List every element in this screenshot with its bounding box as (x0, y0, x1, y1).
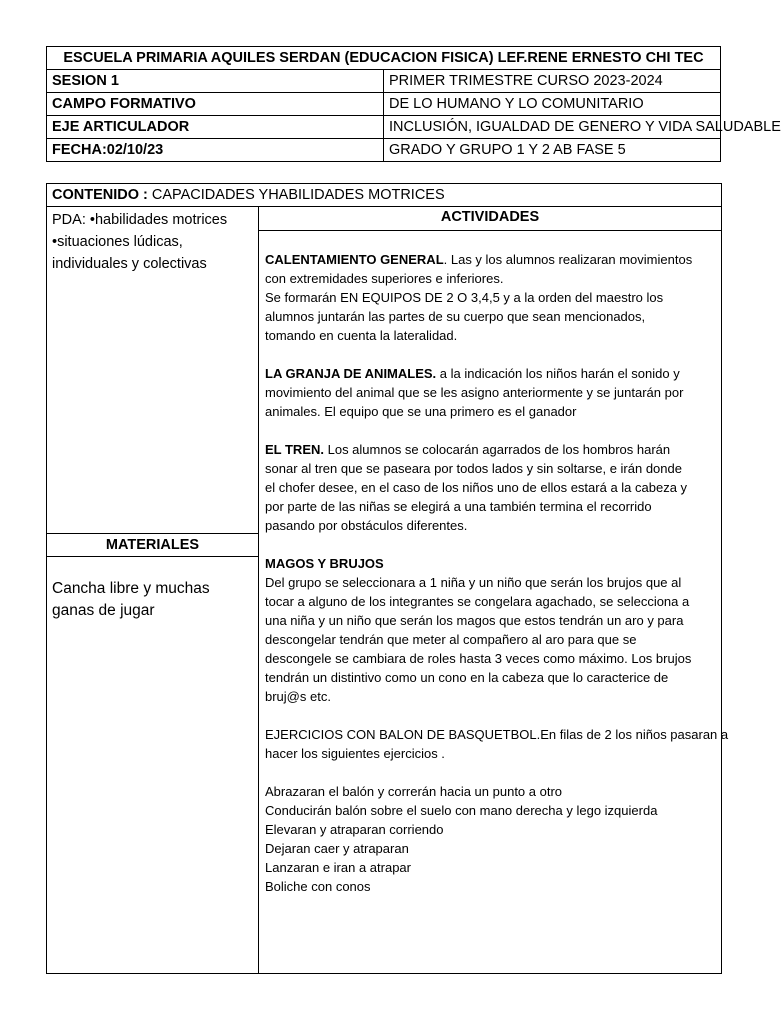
table-row (47, 139, 721, 162)
exercise-item: Dejaran caer y atraparan (265, 841, 409, 856)
eje-articulador-label: EJE ARTICULADOR (47, 116, 384, 139)
activity-line: tocar a alguno de los integrantes se congelara agachado, se selecciona a (265, 594, 690, 609)
activity-line (265, 554, 717, 573)
table-row (47, 93, 721, 116)
activity-line: alumnos juntarán las partes de su cuerpo que sean mencionados, (265, 309, 646, 324)
eje-articulador-value: INCLUSIÓN, IGUALDAD DE GENERO Y VIDA SALUDABLE (384, 116, 721, 139)
actividades-heading: ACTIVIDADES (258, 206, 722, 231)
session-label: SESION 1 (47, 70, 384, 93)
granja-title: LA GRANJA DE ANIMALES. (265, 366, 437, 381)
exercise-item: Boliche con conos (265, 879, 371, 894)
activity-line: CALENTAMIENTO GENERAL. Las y los alumnos realizaran movimientos (265, 252, 693, 267)
activity-line: Se formarán EN EQUIPOS DE 2 O 3,4,5 y a la orden del maestro los (265, 290, 664, 305)
school-title: ESCUELA PRIMARIA AQUILES SERDAN (EDUCACION FISICA) LEF.RENE ERNESTO CHI TEC (47, 47, 721, 70)
activity-line: tomando en cuenta la lateralidad. (265, 328, 458, 343)
activity-line: con extremidades superiores e inferiores. (265, 271, 504, 286)
contenido-label: CONTENIDO : (52, 187, 148, 203)
pda-block (52, 209, 257, 275)
session-value: PRIMER TRIMESTRE CURSO 2023-2024 (384, 70, 721, 93)
magos-title: MAGOS Y BRUJOS (265, 556, 384, 571)
grado-grupo-value: GRADO Y GRUPO 1 Y 2 AB FASE 5 (384, 139, 721, 162)
activity-line: por parte de las niñas se elegirá a una también termina el recorrido (265, 499, 652, 514)
pda-line: PDA: •habilidades motrices (52, 212, 228, 228)
tren-title: EL TREN. (265, 442, 324, 457)
pda-line: •situaciones lúdicas, (52, 234, 183, 250)
activity-line: EL TREN. Los alumnos se colocarán agarrados de los hombros harán (265, 442, 671, 457)
table-row (47, 70, 721, 93)
materiales-text (52, 578, 252, 622)
activity-line: LA GRANJA DE ANIMALES. a la indicación los niños harán el sonido y (265, 366, 680, 381)
pda-line: individuales y colectivas (52, 256, 207, 272)
fecha-label: FECHA:02/10/23 (47, 139, 384, 162)
activity-line: bruj@s etc. (265, 689, 331, 704)
activity-line: pasando por obstáculos diferentes. (265, 518, 468, 533)
activity-line: Del grupo se seleccionara a 1 niña y un niño que serán los brujos que al (265, 575, 682, 590)
exercise-item: Lanzaran e iran a atrapar (265, 860, 411, 875)
activity-line: el chofer desee, en el caso de los niños uno de ellos estará a la cabeza y (265, 480, 688, 495)
activity-line: EJERCICIOS CON BALON DE BASQUETBOL.En filas de 2 los niños pasaran a (265, 727, 729, 742)
header-table (46, 46, 781, 162)
exercise-item: Abrazaran el balón y correrán hacia un punto a otro (265, 784, 563, 799)
activity-line: descongele se cambiara de roles hasta 3 veces como máximo. Los brujos (265, 651, 692, 666)
activity-line: animales. El equipo que se una primero es el ganador (265, 404, 577, 419)
contenido-row (46, 183, 722, 207)
actividades-body (265, 250, 729, 896)
activity-line: sonar al tren que se paseara por todos lados y sin soltarse, e irán donde (265, 461, 682, 476)
activity-line: hacer los siguientes ejercicios . (265, 746, 445, 761)
exercise-item: Elevaran y atraparan corriendo (265, 822, 444, 837)
activity-line: una niña y un niño que serán los magos que estos tendrán un aro y para (265, 613, 684, 628)
activity-line: descongelar tendrán que meter al compañero al aro para que se (265, 632, 637, 647)
campo-formativo-value: DE LO HUMANO Y LO COMUNITARIO (384, 93, 721, 116)
exercise-item: Conducirán balón sobre el suelo con mano derecha y lego izquierda (265, 803, 658, 818)
activity-line: movimiento del animal que se les asigno anteriormente y se juntarán por (265, 385, 684, 400)
table-row (47, 116, 721, 139)
campo-formativo-label: CAMPO FORMATIVO (47, 93, 384, 116)
materiales-line: Cancha libre y muchas (52, 580, 210, 597)
calentamiento-title: CALENTAMIENTO GENERAL (265, 252, 444, 267)
contenido-value: CAPACIDADES YHABILIDADES MOTRICES (147, 187, 445, 203)
materiales-heading: MATERIALES (46, 533, 259, 557)
materiales-line: ganas de jugar (52, 602, 155, 619)
activity-line: tendrán un distintivo como un cono en la cabeza que lo caracterice de (265, 670, 669, 685)
